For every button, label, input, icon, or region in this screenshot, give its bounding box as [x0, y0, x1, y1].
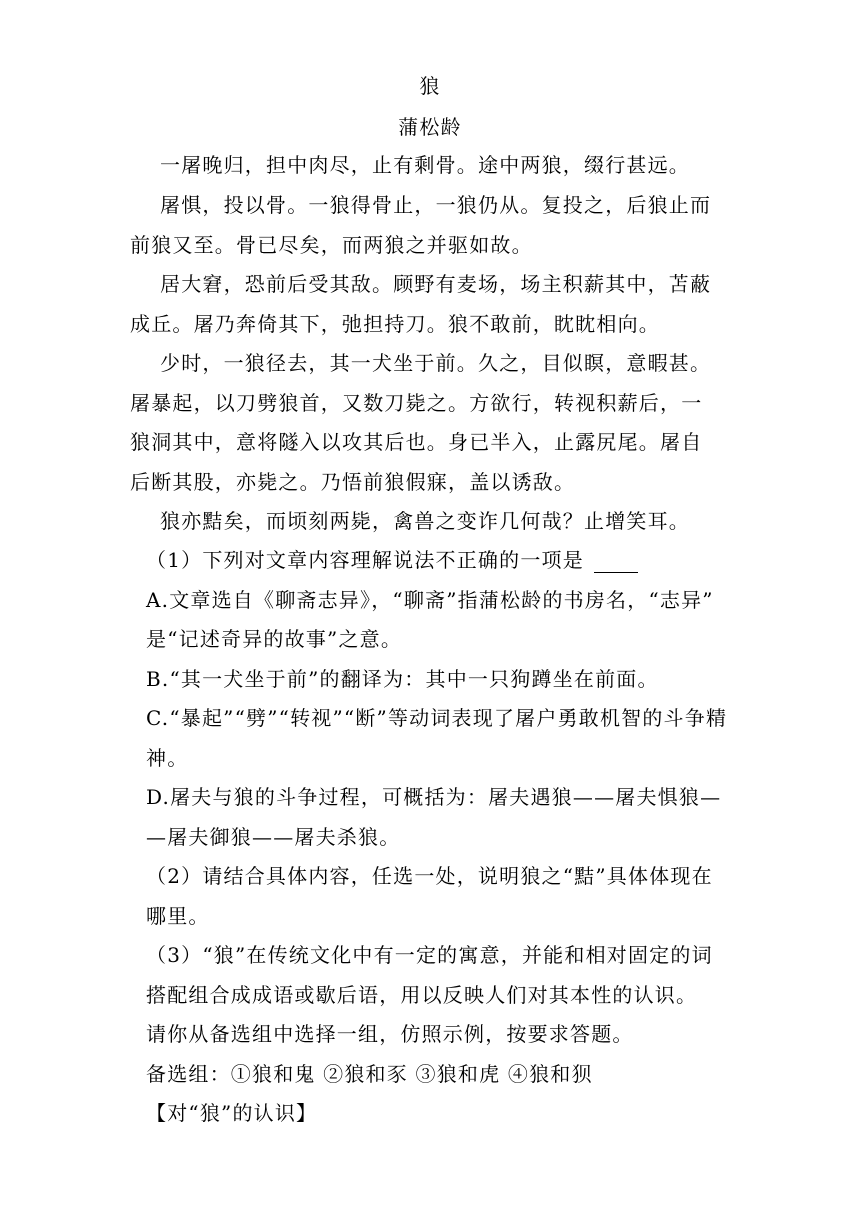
question-1-prompt	[146, 547, 638, 573]
passage-line-1: 一屠晚归，担中肉尽，止有剩骨。途中两狼，缀行甚远。	[160, 153, 690, 177]
option-c-line-1: C.“暴起”“劈”“转视”“断”等动词表现了屠户勇敢机智的斗争精	[146, 706, 728, 730]
section-heading-wolf-understanding: 【对“狼”的认识】	[146, 1101, 318, 1125]
option-d-line-1: D.屠夫与狼的斗争过程，可概括为：屠夫遇狼——屠夫惧狼—	[146, 785, 722, 809]
passage-line-8: 狼洞其中，意将隧入以攻其后也。身已半入，止露尻尾。屠自	[130, 430, 703, 454]
passage-line-5: 成丘。屠乃奔倚其下，弛担持刀。狼不敢前，眈眈相向。	[130, 312, 660, 336]
candidate-groups: 备选组：①狼和鬼 ②狼和豕 ③狼和虎 ④狼和狈	[146, 1062, 593, 1086]
passage-line-10: 狼亦黠矣，而顷刻两毙，禽兽之变诈几何哉？止增笑耳。	[160, 509, 690, 533]
question-2-line-1: （2）请结合具体内容，任选一处，说明狼之“黠”具体体现在	[146, 864, 713, 888]
option-c-line-2: 神。	[146, 746, 189, 770]
question-1-text: （1）下列对文章内容理解说法不正确的一项是	[146, 548, 584, 572]
document-author: 蒲松龄	[398, 115, 462, 139]
question-3-line-2: 搭配组合成成语或歇后语，用以反映人们对其本性的认识。	[146, 983, 698, 1007]
document-title: 狼	[419, 74, 441, 98]
option-a-line-2: 是“记述奇异的故事”之意。	[146, 627, 403, 651]
option-b: B.“其一犬坐于前”的翻译为：其中一只狗蹲坐在前面。	[146, 667, 659, 691]
option-d-line-2: —屠夫御狼——屠夫杀狼。	[146, 825, 401, 849]
question-3-line-1: （3）“狼”在传统文化中有一定的寓意，并能和相对固定的词	[146, 943, 713, 967]
passage-line-3: 前狼又至。骨已尽矣，而两狼之并驱如故。	[130, 233, 533, 257]
question-3-line-3: 请你从备选组中选择一组，仿照示例，按要求答题。	[146, 1022, 634, 1046]
answer-blank[interactable]	[594, 552, 638, 573]
passage-line-4: 居大窘，恐前后受其敌。顾野有麦场，场主积薪其中，苫蔽	[160, 272, 712, 296]
passage-line-7: 屠暴起，以刀劈狼首，又数刀毙之。方欲行，转视积薪后，一	[130, 391, 703, 415]
passage-line-9: 后断其股，亦毙之。乃悟前狼假寐，盖以诱敌。	[130, 470, 576, 494]
option-a-line-1: A.文章选自《聊斋志异》，“聊斋”指蒲松龄的书房名，“志异”	[146, 588, 714, 612]
passage-line-6: 少时，一狼径去，其一犬坐于前。久之，目似瞑，意暇甚。	[160, 351, 712, 375]
question-2-line-2: 哪里。	[146, 904, 210, 928]
passage-line-2: 屠惧，投以骨。一狼得骨止，一狼仍从。复投之，后狼止而	[160, 193, 712, 217]
